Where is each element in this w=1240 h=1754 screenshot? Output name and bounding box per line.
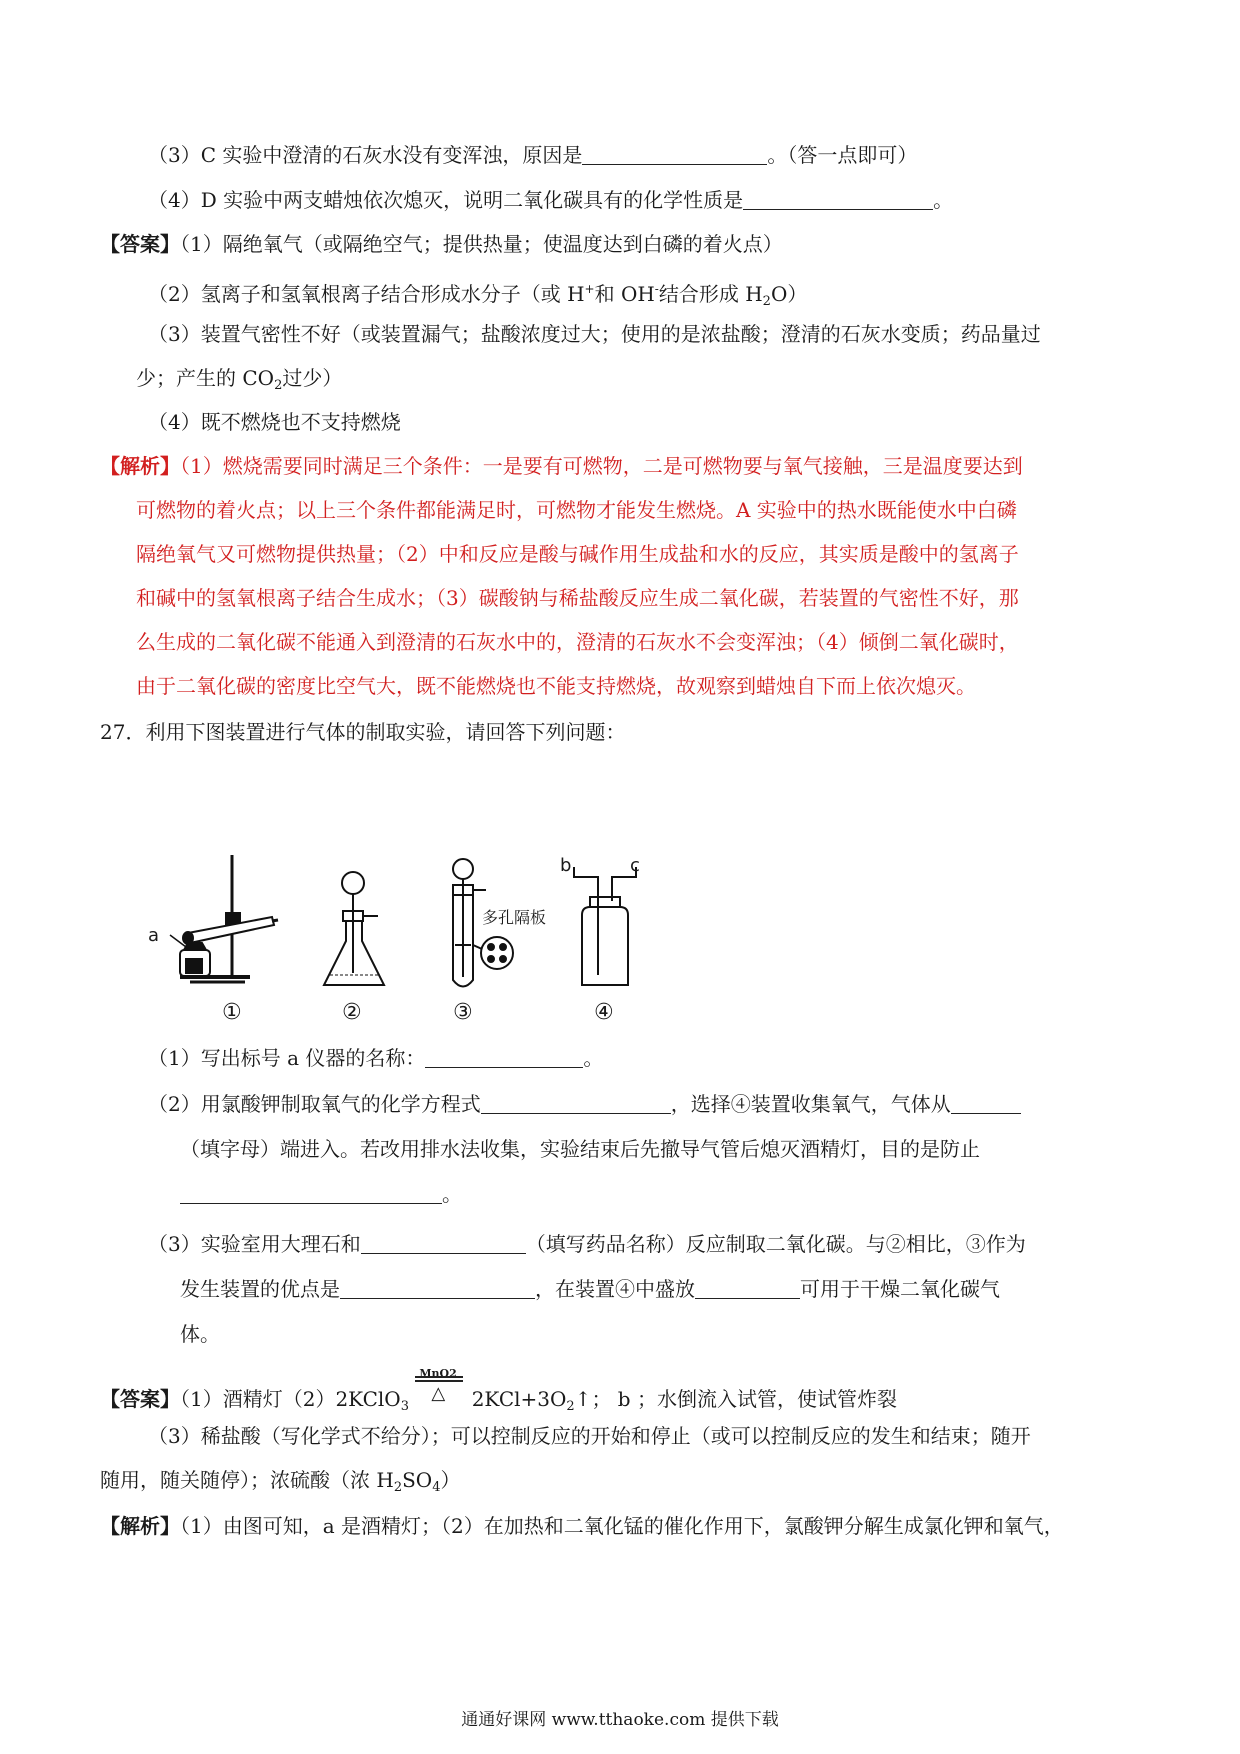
answer-blank[interactable] xyxy=(951,1093,1021,1114)
label-a: a xyxy=(148,925,160,946)
answer-blank[interactable] xyxy=(361,1233,526,1254)
answer-26-line2: （2）氢离子和氢氧根离子结合形成水分子（或 H+和 OH-结合形成 $H_2O$） xyxy=(148,282,808,309)
answer-blank[interactable] xyxy=(340,1278,535,1299)
answer-blank[interactable] xyxy=(180,1183,442,1204)
answer-26-line4: 少；产生的 $CO_2$过少） xyxy=(136,366,343,393)
answer-26-line1: 【答案】（1）隔绝氧气（或隔绝空气；提供热量；使温度达到白磷的着火点） xyxy=(100,232,783,256)
answer-blank[interactable] xyxy=(425,1047,583,1068)
q27-part2-line3: 。 xyxy=(180,1180,462,1208)
analysis-26-line5: 么生成的二氧化碳不能通入到澄清的石灰水中的，澄清的石灰水不会变浑浊；（4）倾倒二氧化碳时， xyxy=(136,630,1019,654)
q27-part3-line3: 体。 xyxy=(180,1322,220,1346)
answer-blank[interactable] xyxy=(695,1278,800,1299)
answer-blank[interactable] xyxy=(743,189,933,210)
q27-part1: （1）写出标号 a 仪器的名称： 。 xyxy=(148,1046,604,1070)
reaction-condition: MnO2 △ xyxy=(415,1378,465,1406)
answer-27-line1: 【答案】（1）酒精灯（2）2KClO$_3$ MnO2 △ $2KCl+3O_2↑$； b ；水倒流入试管，使试管炸裂 xyxy=(100,1367,897,1414)
analysis-27-line1: 【解析】（1）由图可知，a 是酒精灯；（2）在加热和二氧化锰的催化作用下，氯酸钾分解生成氯化钾和氧气， xyxy=(100,1514,1064,1538)
analysis-26-line2: 可燃物的着火点；以上三个条件都能满足时，可燃物才能发生燃烧。A 实验中的热水既能使水中白磷 xyxy=(136,498,1017,522)
label-1: ① xyxy=(222,1000,242,1025)
page-footer: 通通好课网 www.tthaoke.com 提供下载 xyxy=(461,1710,779,1730)
label-3: ③ xyxy=(453,1000,473,1025)
q26-part4: （4）D 实验中两支蜡烛依次熄灭，说明二氧化碳具有的化学性质是 。 xyxy=(148,188,954,212)
answer-27-line3: 随用，随关随停）；浓硫酸（浓 $H_2SO_4$） xyxy=(100,1468,461,1495)
label-c: c xyxy=(630,855,640,876)
q27-part3-line1: （3）实验室用大理石和 （填写药品名称）反应制取二氧化碳。与②相比，③作为 xyxy=(148,1232,1026,1256)
analysis-26-line3: 隔绝氧气又可燃物提供热量；（2）中和反应是酸与碱作用生成盐和水的反应，其实质是酸中的氢离子 xyxy=(136,542,1019,566)
apparatus-4-bottle xyxy=(574,867,636,985)
answer-blank[interactable] xyxy=(582,144,767,165)
label-4: ④ xyxy=(594,1000,614,1025)
label-2: ② xyxy=(342,1000,362,1025)
q26-part3: （3）C 实验中澄清的石灰水没有变浑浊，原因是 。（答一点即可） xyxy=(148,143,918,167)
q27-part2-line2: （填字母）端进入。若改用排水法收集，实验结束后先撤导气管后熄灭酒精灯，目的是防止 xyxy=(180,1137,980,1161)
analysis-26-line4: 和碱中的氢氧根离子结合生成水；（3）碳酸钠与稀盐酸反应生成二氧化碳，若装置的气密性不好，那 xyxy=(136,586,1019,610)
apparatus-1-heating xyxy=(170,855,278,982)
q27-part3-line2: 发生装置的优点是 ，在装置④中盛放 可用于干燥二氧化碳气 xyxy=(180,1277,1000,1301)
label-porous-plate: 多孔隔板 xyxy=(482,908,547,927)
q27-part2-line1: （2）用氯酸钾制取氧气的化学方程式 ，选择④装置收集氧气，气体从 xyxy=(148,1090,1021,1118)
answer-27-line2: （3）稀盐酸（写化学式不给分）；可以控制反应的开始和停止（或可以控制反应的发生和结束；随开 xyxy=(148,1424,1031,1448)
answer-blank[interactable] xyxy=(481,1093,671,1114)
analysis-26-line1: 【解析】（1）燃烧需要同时满足三个条件：一是要有可燃物，二是可燃物要与氧气接触，三是温度要达到 xyxy=(100,454,1023,478)
analysis-26-line6: 由于二氧化碳的密度比空气大，既不能燃烧也不能支持燃烧，故观察到蜡烛自下而上依次熄灭。 xyxy=(136,674,976,698)
apparatus-2-flask xyxy=(324,872,384,985)
label-b: b xyxy=(560,855,572,876)
q27-stem: 27．利用下图装置进行气体的制取实验，请回答下列问题： xyxy=(100,720,626,744)
apparatus-figure xyxy=(160,855,720,1040)
answer-26-line5: （4）既不燃烧也不支持燃烧 xyxy=(148,410,401,434)
answer-26-line3: （3）装置气密性不好（或装置漏气；盐酸浓度过大；使用的是浓盐酸；澄清的石灰水变质；药品量过 xyxy=(148,322,1041,346)
